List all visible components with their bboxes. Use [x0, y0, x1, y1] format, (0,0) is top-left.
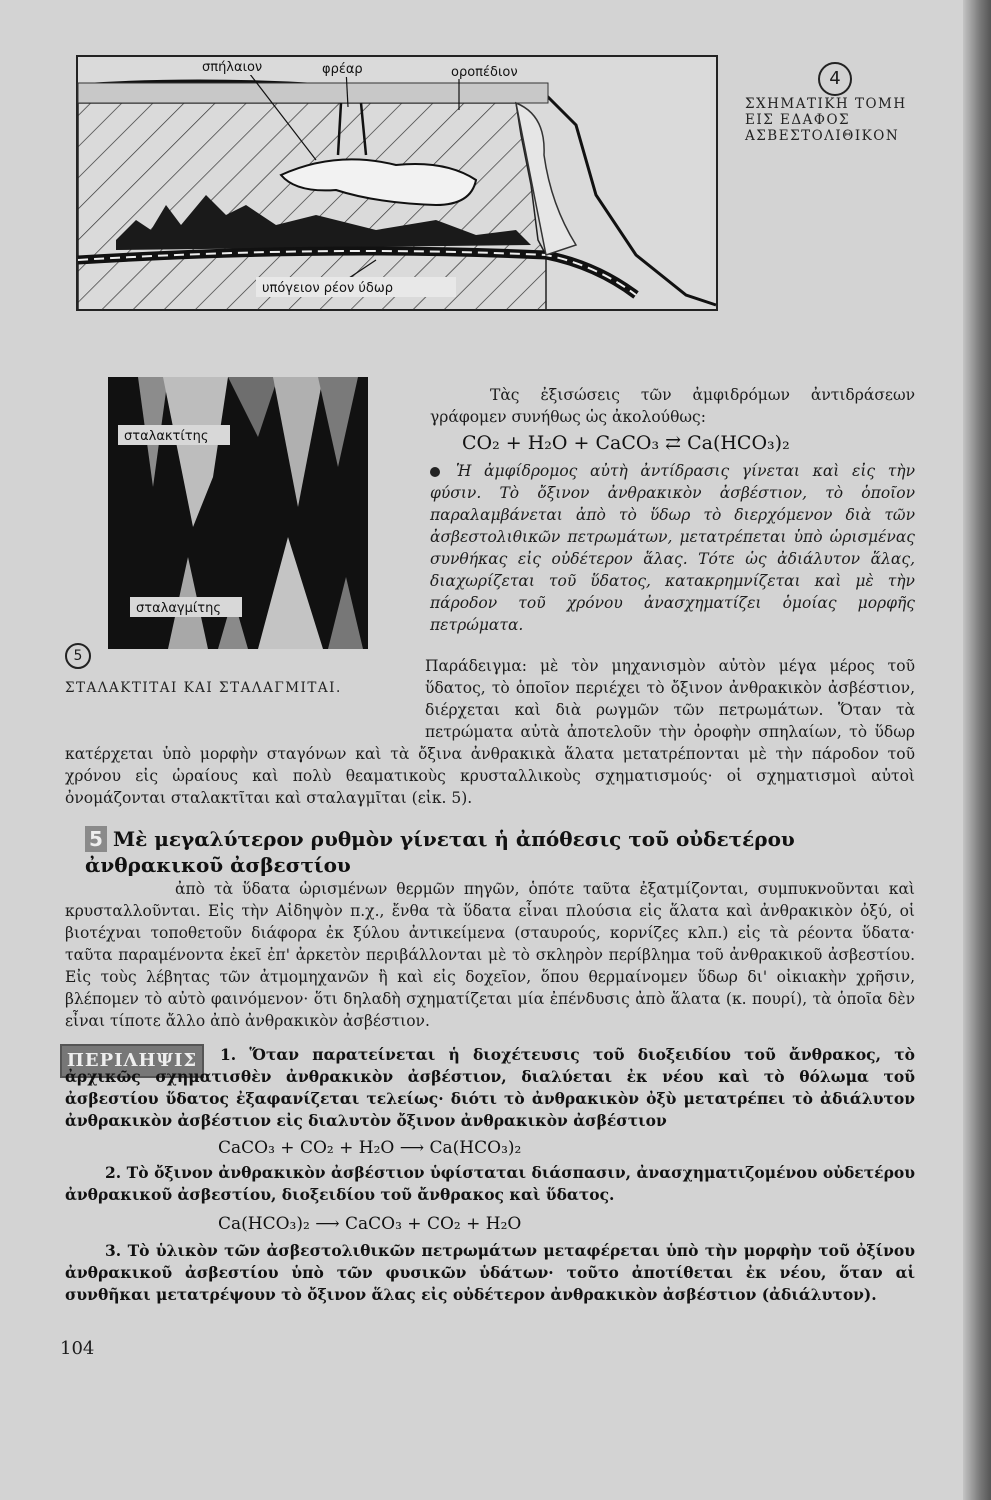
equation-1: CO₂ + H₂O + CaCO₃ ⇄ Ca(HCO₃)₂ [462, 432, 790, 454]
figure-4-caption: ΣΧΗΜΑΤΙΚΗ ΤΟΜΗ ΕΙΣ ΕΔΑΦΟΣ ΑΣΒΕΣΤΟΛΙΘΙΚΟΝ [745, 96, 907, 144]
page-number: 104 [60, 1338, 95, 1359]
paragraph-1-text: Ἡ ἀμφίδρομος αὐτὴ ἀντίδρασις γίνεται καὶ εἰς τὴν φύσιν. Τὸ ὄξινον ἀνθρακικὸν ἀσβέστιον, τὸ ὁποῖον παραλαμβάνεται ἀπὸ τὸ ὕδωρ τὸ διερχόμενον διὰ τῶν ἀσβεστολιθικῶν πετρωμάτων, μετατρέπεται ὑπὸ ὡρισμένας συνθήκας εἰς οὐδέτερον ἅλας. Τότε ὡς ἀδιάλυτον ἅλας, διαχωρίζεται τοῦ ὕδατος, κατακρημνίζεται καὶ μὲ τὴν πάροδον τοῦ χρόνου ἀνασχηματίζει ὁμοίας μορφῆς πετρώματα. [430, 462, 915, 634]
section-heading-text: Μὲ μεγαλύτερον ρυθμὸν γίνεται ἡ ἀπόθεσις τοῦ οὐδετέρου ἀνθρακικοῦ ἀσβεστίου [85, 827, 795, 877]
figure-4-number: 4 [818, 62, 852, 96]
label-well: φρέαρ [322, 62, 363, 77]
figure-5-number: 5 [65, 643, 91, 669]
summary-item-1: 1. Ὅταν παρατείνεται ἡ διοχέτευσις τοῦ διοξειδίου τοῦ ἄνθρακος, τὸ ἀρχικῶς σχηματισθὲν ἀνθρακικὸν ἀσβέστιον, διαλύεται ἐκ νέου καὶ τὸ θόλωμα τοῦ ἀσβεστίου ὕδατος ἐξαφανίζεται τελείως· διότι τὸ ἀνθρακικὸν ὀξὺ μετατρέπει τὸ ἀδιάλυτον ἀνθρακικὸν ἀσβέστιον εἰς διαλυτὸν ὄξινον ἀνθρακικὸν ἀσβέστιον [65, 1045, 915, 1130]
figure-4-cross-section [76, 55, 718, 311]
label-cave: σπήλαιον [202, 60, 263, 75]
summary-badge: ΠΕΡΙΛΗΨΙΣ [60, 1044, 204, 1078]
book-spine-shadow [963, 0, 991, 1500]
label-plateau: οροπέδιον [451, 65, 518, 80]
intro-paragraph: Τὰς ἐξισώσεις τῶν ἀμφιδρόμων ἀντιδράσεων γράφομεν συνήθως ὡς ἀκολούθως: [430, 386, 915, 426]
label-stalactite: σταλακτίτης [124, 429, 209, 444]
summary-item-3: 3. Τὸ ὑλικὸν τῶν ἀσβεστολιθικῶν πετρωμάτων μεταφέρεται ὑπὸ τὴν μορφὴν τοῦ ὀξίνου ἀνθρακικοῦ ἀσβεστίου ὑπὸ τῶν φυσικῶν ὑδάτων· τοῦτο ἀποτίθεται ἐκ νέου, ὅταν αἱ συνθῆκαι μετατρέψουν τὸ ὄξινον ἅλας εἰς οὐδέτερον ἀνθρακικὸν ἀσβέστιον (ἀδιάλυτον). [65, 1241, 915, 1304]
cross-section-drawing [76, 55, 718, 311]
label-stalagmite: σταλαγμίτης [136, 601, 221, 616]
summary-item-2: 2. Τὸ ὄξινον ἀνθρακικὸν ἀσβέστιον ὑφίσταται διάσπασιν, ἀνασχηματιζομένου οὐδετέρου ἀνθρακικοῦ ἀσβεστίου, διοξειδίου τοῦ ἄνθρακος καὶ ὕδατος. [65, 1163, 915, 1204]
label-underground-water: υπόγειον ρέον ύδωρ [262, 281, 394, 296]
paragraph-3: ἀπὸ τὰ ὕδατα ὡρισμένων θερμῶν πηγῶν, ὁπότε ταῦτα ἐξατμίζονται, συμπυκνοῦνται καὶ κρυσταλλοῦνται. Εἰς τὴν Αἰδηψὸν π.χ., ἔνθα τὰ ὕδατα εἶναι πλούσια εἰς ἅλατα καὶ ἀνθρακικὸν ὀξύ, οἱ βιοτέχναι τοποθετοῦν διάφορα ἐκ ξύλου ἀντικείμενα (σταυρούς, κορνίζες κλπ.) εἰς τὰ ρέοντα ὕδατα· ταῦτα παραμένοντα ἐκεῖ ἐπ' ἀρκετὸν περιβάλλονται μὲ τὸ σκληρὸν περίβλημα τοῦ ἀνθρακικοῦ ἀσβεστίου. Εἰς τοὺς λέβητας τῶν ἀτμομηχανῶν ἢ καὶ εἰς δοχεῖον, ὅπου θερμαίνομεν ὕδωρ δι' οἰκιακὴν χρῆσιν, βλέπομεν τὸ αὐτὸ φαινόμενον· ὅτι δηλαδὴ σχηματίζεται μία ἐπένδυσις ἀπὸ ἅλατα (κ. πουρί), τὰ ὁποῖα δὲν εἶναι τίποτε ἄλλο ἀπὸ ἀνθρακικὸν ἀσβέστιον. [65, 880, 915, 1030]
summary-equation-2: Ca(HCO₃)₂ ⟶ CaCO₃ + CO₂ + H₂O [218, 1214, 522, 1234]
section-number: 5 [85, 826, 107, 852]
text-wrap-spacer [65, 655, 425, 735]
bullet-icon [430, 467, 440, 477]
section-heading [85, 826, 925, 878]
stalactite-photo [108, 377, 368, 649]
figure-5-photo [108, 377, 368, 649]
paragraph-2 [65, 655, 915, 825]
paragraph-2-text: Παράδειγμα: μὲ τὸν μηχανισμὸν αὐτὸν μέγα μέρος τοῦ ὕδατος, τὸ ὁποῖον περιέχει τὸ ὄξινον ἀνθρακικὸν ἀσβέστιον, διέρχεται καὶ διὰ ρωγμῶν τῶν πετρωμάτων. Ὅταν τὰ πετρώματα αὐτὰ ἀποτελοῦν τὴν ὀροφὴν σπηλαίων, τὸ ὕδωρ κατέρχεται ὑπὸ μορφὴν σταγόνων καὶ τὰ ὄξινα ἀνθρακικὰ ἅλατα μετατρέπονται μὲ τὴν πάροδον τοῦ χρόνου εἰς ὡραίους καὶ πολὺ θεαματικοὺς κρυσταλλικοὺς σχηματισμούς· οἱ σχηματισμοὶ αὐτοὶ ὀνομάζονται σταλακτῖται καὶ σταλαγμῖται (εἰκ. 5). [65, 657, 915, 807]
paragraph-1 [430, 460, 915, 650]
summary-equation-1: CaCO₃ + CO₂ + H₂O ⟶ Ca(HCO₃)₂ [218, 1138, 522, 1158]
figure-5-caption: ΣΤΑΛΑΚΤΙΤΑΙ ΚΑΙ ΣΤΑΛΑΓΜΙΤΑΙ. [65, 680, 342, 696]
